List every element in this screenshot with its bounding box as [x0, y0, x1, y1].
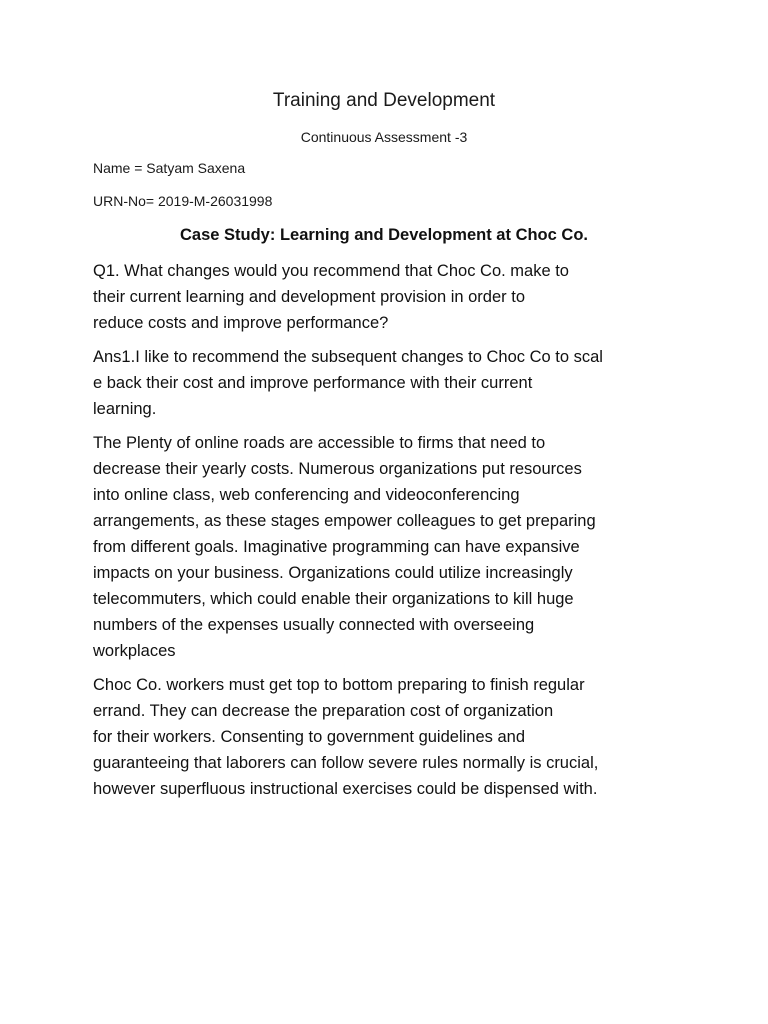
paragraph-line: for their workers. Consenting to government guidelines and: [93, 728, 525, 746]
paragraph-line: decrease their yearly costs. Numerous organizations put resources: [93, 460, 582, 478]
case-study-heading: Case Study: Learning and Development at Choc Co.: [180, 226, 588, 244]
paragraph-line: The Plenty of online roads are accessible to firms that need to: [93, 434, 546, 452]
paragraph-line: workplaces: [93, 642, 176, 660]
online-roads-paragraph: [93, 430, 693, 664]
question-1-paragraph: [93, 258, 693, 336]
paragraph-line: Ans1.I like to recommend the subsequent changes to Choc Co to scal: [93, 348, 603, 366]
document-subtitle: Continuous Assessment -3: [300, 129, 468, 145]
paragraph-line: impacts on your business. Organizations could utilize increasingly: [93, 564, 573, 582]
student-urn: URN-No= 2019-M-26031998: [93, 193, 273, 209]
paragraph-line: their current learning and development provision in order to: [93, 288, 525, 306]
student-name: Name = Satyam Saxena: [93, 160, 246, 176]
paragraph-line: learning.: [93, 400, 157, 418]
paragraph-line: numbers of the expenses usually connected with overseeing: [93, 616, 535, 634]
choc-co-workers-paragraph: [93, 672, 693, 802]
paragraph-line: guaranteeing that laborers can follow severe rules normally is crucial,: [93, 754, 599, 772]
paragraph-line: Choc Co. workers must get top to bottom preparing to finish regular: [93, 676, 585, 694]
answer-1-paragraph: [93, 344, 693, 422]
paragraph-line: e back their cost and improve performance with their current: [93, 374, 533, 392]
paragraph-line: arrangements, as these stages empower colleagues to get preparing: [93, 512, 596, 530]
paragraph-line: into online class, web conferencing and videoconferencing: [93, 486, 520, 504]
paragraph-line: however superfluous instructional exercises could be dispensed with.: [93, 780, 598, 798]
paragraph-line: errand. They can decrease the preparation cost of organization: [93, 702, 554, 720]
paragraph-line: telecommuters, which could enable their organizations to kill huge: [93, 590, 574, 608]
paragraph-line: reduce costs and improve performance?: [93, 314, 389, 332]
paragraph-line: from different goals. Imaginative programming can have expansive: [93, 538, 580, 556]
document-title: Training and Development: [272, 90, 496, 111]
paragraph-line: Q1. What changes would you recommend that Choc Co. make to: [93, 262, 569, 280]
